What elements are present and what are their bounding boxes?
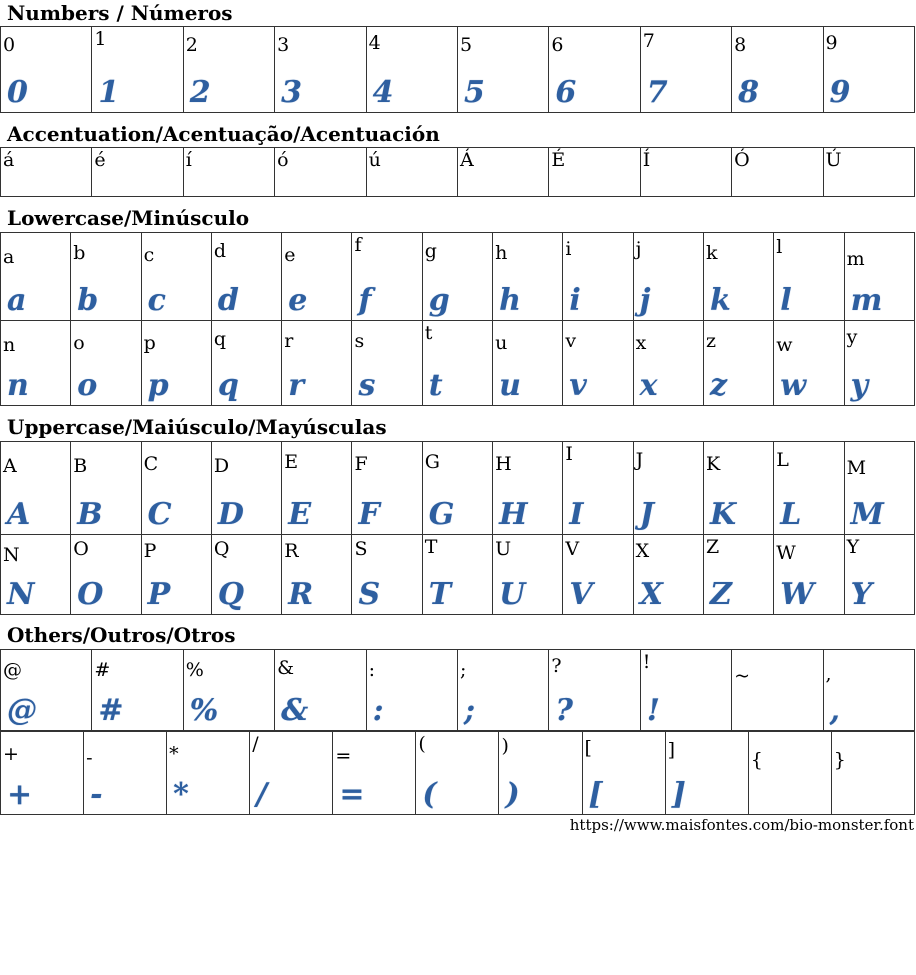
character-label: z [705, 330, 716, 352]
character-label: K [705, 453, 721, 475]
glyph-cell [823, 650, 914, 731]
glyph-sample: a [7, 283, 27, 318]
glyph-sample: 8 [738, 75, 759, 110]
character-label: ~ [734, 665, 751, 687]
glyph-cell [640, 27, 731, 113]
glyph-cell [774, 535, 844, 615]
glyph-cell [582, 732, 665, 815]
glyph-cell [774, 233, 844, 321]
glyph-sample: S [358, 577, 381, 612]
glyph-sample: 3 [281, 75, 303, 110]
lowercase-grid [0, 232, 915, 406]
glyph-sample: H [499, 497, 528, 532]
glyph-cell [333, 732, 416, 815]
character-label: ; [459, 659, 467, 681]
glyph-cell [732, 27, 823, 113]
glyph-cell [1, 442, 71, 535]
character-label: V [565, 538, 580, 560]
character-label: F [354, 453, 368, 475]
character-label: x [635, 332, 647, 354]
glyph-sample: B [77, 497, 103, 532]
character-label: P [143, 540, 157, 562]
character-label: Á [459, 149, 474, 171]
character-label: @ [3, 659, 22, 681]
glyph-sample: w [780, 368, 807, 403]
glyph-cell [549, 148, 640, 197]
glyph-cell [844, 535, 914, 615]
character-label: N [3, 544, 20, 566]
glyph-sample: N [7, 577, 35, 612]
character-label: 3 [277, 34, 290, 56]
character-label: # [94, 659, 111, 681]
glyph-sample: - [90, 777, 103, 812]
character-label: r [284, 330, 294, 352]
numbers-row [1, 27, 915, 113]
glyph-cell [665, 732, 748, 815]
glyph-cell [703, 233, 773, 321]
glyph-sample: V [569, 577, 593, 612]
glyph-sample: A [7, 497, 31, 532]
glyph-sample: k [709, 283, 731, 318]
glyph-cell [275, 650, 366, 731]
character-label: d [213, 240, 227, 262]
glyph-sample: & [281, 693, 309, 728]
glyph-sample: @ [7, 693, 37, 728]
character-label: % [185, 659, 204, 681]
character-label: G [424, 451, 440, 473]
glyph-sample: g [428, 283, 450, 318]
glyph-sample: m [850, 283, 883, 318]
glyph-sample: f [358, 283, 372, 318]
character-label: n [3, 334, 16, 356]
character-label: O [73, 538, 89, 560]
character-label: 9 [825, 32, 838, 54]
glyph-cell [457, 148, 548, 197]
glyph-cell [1, 321, 71, 406]
glyph-sample: M [850, 497, 884, 532]
glyph-cell [1, 650, 92, 731]
character-label: b [73, 242, 86, 264]
glyph-cell [71, 321, 141, 406]
section-title-accents: Accentuation/Acentuação/Acentuación [7, 122, 440, 146]
glyph-cell [141, 442, 211, 535]
glyph-sample: * [173, 777, 189, 812]
glyph-cell [71, 442, 141, 535]
glyph-cell [183, 148, 274, 197]
glyph-cell [422, 442, 492, 535]
others-row-2 [1, 732, 915, 815]
glyph-cell [1, 27, 92, 113]
glyph-sample: T [428, 577, 452, 612]
glyph-cell [748, 732, 831, 815]
glyph-cell [831, 732, 914, 815]
glyph-cell [282, 321, 352, 406]
character-label: c [143, 244, 155, 266]
glyph-cell [732, 650, 823, 731]
glyph-cell [493, 442, 563, 535]
character-label: I [565, 443, 573, 465]
glyph-sample: Y [850, 577, 872, 612]
glyph-sample: L [780, 497, 802, 532]
glyph-sample: / [256, 777, 268, 812]
glyph-sample: J [639, 497, 654, 532]
glyph-sample: [ [588, 777, 603, 812]
glyph-cell [92, 650, 183, 731]
glyph-sample: U [499, 577, 526, 612]
glyph-cell [844, 321, 914, 406]
character-label: W [776, 542, 796, 564]
character-label: Q [213, 538, 230, 560]
glyph-sample: r [288, 368, 304, 403]
others-row-1 [1, 650, 915, 731]
glyph-cell [549, 650, 640, 731]
glyph-cell [352, 233, 422, 321]
character-label: E [284, 451, 299, 473]
glyph-sample: d [217, 283, 239, 318]
character-label: { [750, 749, 763, 771]
uppercase-grid [0, 441, 915, 615]
glyph-cell [823, 27, 914, 113]
character-label: / [252, 733, 259, 755]
glyph-sample: ( [422, 777, 437, 812]
glyph-cell [1, 732, 84, 815]
glyph-sample: X [639, 577, 663, 612]
glyph-cell [422, 321, 492, 406]
glyph-cell [366, 650, 457, 731]
glyph-cell [493, 535, 563, 615]
source-url[interactable]: https://www.maisfontes.com/bio-monster.font [569, 816, 914, 834]
glyph-sample: 2 [189, 75, 211, 110]
glyph-sample: Q [217, 577, 245, 612]
character-label: [ [584, 737, 592, 759]
glyph-cell [563, 442, 633, 535]
glyph-sample: + [7, 777, 33, 812]
character-label: - [86, 747, 93, 769]
character-label: ( [418, 733, 426, 755]
character-label: í [185, 149, 192, 171]
glyph-cell [774, 321, 844, 406]
glyph-cell [183, 650, 274, 731]
glyph-cell [275, 148, 366, 197]
character-label: ó [277, 149, 289, 171]
character-label: á [3, 149, 15, 171]
glyph-cell [703, 442, 773, 535]
character-label: , [825, 663, 832, 685]
glyph-sample: K [709, 497, 737, 532]
glyph-cell [352, 321, 422, 406]
glyph-cell [633, 442, 703, 535]
glyph-cell [141, 321, 211, 406]
glyph-sample: ? [555, 693, 573, 728]
glyph-cell [352, 535, 422, 615]
character-label: M [846, 457, 867, 479]
lowercase-row-1 [1, 233, 915, 321]
character-label: U [495, 538, 512, 560]
character-label: Z [705, 536, 720, 558]
section-title-numbers: Numbers / Números [7, 1, 233, 25]
glyph-cell [211, 535, 281, 615]
glyph-sample: Z [709, 577, 732, 612]
character-label: Ú [825, 149, 842, 171]
glyph-cell [92, 27, 183, 113]
character-label: S [354, 538, 368, 560]
character-label: 6 [551, 34, 564, 56]
glyph-sample: h [499, 283, 521, 318]
character-label: l [776, 236, 783, 258]
glyph-cell [640, 650, 731, 731]
uppercase-row-1 [1, 442, 915, 535]
glyph-sample: E [288, 497, 312, 532]
character-label: A [3, 455, 17, 477]
character-label: : [368, 659, 375, 681]
glyph-cell [493, 233, 563, 321]
character-label: ? [551, 655, 562, 677]
glyph-sample: e [288, 283, 308, 318]
glyph-sample: j [639, 283, 651, 318]
section-title-others: Others/Outros/Otros [7, 623, 236, 647]
glyph-cell [141, 535, 211, 615]
glyph-sample: s [358, 368, 376, 403]
character-label: 1 [94, 28, 107, 50]
glyph-cell [844, 233, 914, 321]
character-label: R [284, 540, 299, 562]
glyph-sample: ] [671, 777, 686, 812]
glyph-cell [499, 732, 582, 815]
glyph-sample: 9 [829, 75, 851, 110]
glyph-cell [282, 233, 352, 321]
glyph-cell [352, 442, 422, 535]
glyph-sample: % [189, 693, 219, 728]
glyph-cell [84, 732, 167, 815]
glyph-cell [640, 148, 731, 197]
glyph-cell [703, 535, 773, 615]
glyph-cell [844, 442, 914, 535]
glyph-cell [167, 732, 250, 815]
glyph-cell [422, 535, 492, 615]
glyph-sample: # [98, 693, 124, 728]
accents-grid [0, 147, 915, 197]
character-label: j [635, 238, 642, 260]
glyph-sample: O [77, 577, 104, 612]
section-title-lowercase: Lowercase/Minúsculo [7, 206, 250, 230]
glyph-sample: u [499, 368, 521, 403]
character-label: Ó [734, 149, 750, 171]
character-label: X [635, 540, 650, 562]
character-label: e [284, 244, 296, 266]
character-label: B [73, 455, 88, 477]
glyph-cell [703, 321, 773, 406]
glyph-sample: F [358, 497, 380, 532]
character-label: * [169, 743, 179, 765]
glyph-sample: y [850, 368, 868, 403]
glyph-cell [633, 233, 703, 321]
character-label: J [635, 449, 644, 471]
character-label: ! [642, 651, 651, 673]
glyph-sample: v [569, 368, 587, 403]
character-label: 4 [368, 32, 381, 54]
glyph-cell [549, 27, 640, 113]
glyph-sample: 1 [98, 75, 120, 110]
glyph-sample: z [709, 368, 728, 403]
glyph-cell [275, 27, 366, 113]
glyph-cell [71, 535, 141, 615]
character-label: q [213, 328, 227, 350]
glyph-sample: ! [646, 693, 660, 728]
character-label: ú [368, 149, 381, 171]
character-label: p [143, 332, 156, 354]
glyph-cell [823, 148, 914, 197]
others-grid-1 [0, 649, 915, 731]
glyph-cell [92, 148, 183, 197]
glyph-sample: C [147, 497, 172, 532]
glyph-cell [366, 148, 457, 197]
character-label: 2 [185, 34, 198, 56]
character-label: é [94, 149, 106, 171]
character-label: C [143, 453, 159, 475]
character-label: o [73, 332, 85, 354]
glyph-sample: W [780, 577, 814, 612]
glyph-cell [141, 233, 211, 321]
character-label: i [565, 238, 572, 260]
glyph-cell [633, 535, 703, 615]
lowercase-row-2 [1, 321, 915, 406]
character-label: } [833, 749, 846, 771]
character-label: t [424, 322, 433, 344]
character-label: Y [846, 536, 860, 558]
glyph-sample: 6 [555, 75, 577, 110]
others-grid-2 [0, 731, 915, 815]
glyph-sample: : [372, 693, 384, 728]
character-label: a [3, 246, 15, 268]
character-label: + [3, 743, 19, 765]
glyph-sample: i [569, 283, 581, 318]
glyph-cell [366, 27, 457, 113]
glyph-sample: c [147, 283, 166, 318]
glyph-cell [282, 535, 352, 615]
glyph-sample: ; [463, 693, 476, 728]
uppercase-row-2 [1, 535, 915, 615]
character-label: 8 [734, 34, 747, 56]
glyph-sample: l [780, 283, 792, 318]
character-label: H [495, 453, 512, 475]
glyph-cell [457, 27, 548, 113]
glyph-cell [416, 732, 499, 815]
glyph-cell [211, 442, 281, 535]
glyph-sample: P [147, 577, 171, 612]
glyph-sample: D [217, 497, 244, 532]
glyph-sample: p [147, 368, 169, 403]
glyph-sample: ) [505, 777, 520, 812]
character-label: g [424, 240, 437, 262]
character-label: 5 [459, 34, 473, 56]
accents-row [1, 148, 915, 197]
character-label: 7 [642, 30, 655, 52]
character-label: m [846, 248, 865, 270]
character-label: Í [642, 149, 651, 171]
glyph-cell [1, 233, 71, 321]
glyph-cell [563, 233, 633, 321]
character-label: D [213, 455, 230, 477]
glyph-sample: = [339, 777, 365, 812]
glyph-cell [250, 732, 333, 815]
character-label: 0 [3, 34, 16, 56]
glyph-cell [211, 233, 281, 321]
section-title-uppercase: Uppercase/Maiúsculo/Mayúsculas [7, 415, 387, 439]
glyph-cell [563, 321, 633, 406]
character-label: w [776, 334, 793, 356]
glyph-cell [282, 442, 352, 535]
glyph-cell [1, 148, 92, 197]
glyph-sample: b [77, 283, 99, 318]
glyph-sample: G [428, 497, 455, 532]
glyph-cell [633, 321, 703, 406]
character-label: = [335, 745, 352, 767]
character-label: s [354, 330, 365, 352]
glyph-sample: I [569, 497, 584, 532]
glyph-sample: n [7, 368, 29, 403]
character-label: v [565, 330, 577, 352]
glyph-cell [1, 535, 71, 615]
glyph-cell [774, 442, 844, 535]
character-label: u [495, 332, 508, 354]
glyph-sample: o [77, 368, 98, 403]
character-label: h [495, 242, 508, 264]
character-label: ] [667, 739, 676, 761]
glyph-sample: R [288, 577, 314, 612]
character-label: k [705, 242, 718, 264]
glyph-cell [732, 148, 823, 197]
character-label: L [776, 449, 789, 471]
glyph-sample: x [639, 368, 658, 403]
glyph-sample: 7 [646, 75, 668, 110]
glyph-sample: 4 [372, 75, 394, 110]
glyph-cell [183, 27, 274, 113]
character-label: y [846, 326, 858, 348]
numbers-grid [0, 26, 915, 113]
glyph-cell [71, 233, 141, 321]
glyph-sample: 0 [7, 75, 28, 110]
character-label: É [551, 149, 566, 171]
character-label: ) [501, 735, 509, 757]
glyph-cell [457, 650, 548, 731]
glyph-cell [422, 233, 492, 321]
glyph-sample: q [217, 368, 239, 403]
character-label: & [277, 657, 295, 679]
glyph-sample: , [829, 693, 840, 728]
character-label: T [424, 536, 438, 558]
glyph-cell [563, 535, 633, 615]
glyph-cell [211, 321, 281, 406]
glyph-sample: 5 [463, 75, 485, 110]
character-label: f [354, 234, 362, 256]
glyph-sample: t [428, 368, 443, 403]
glyph-cell [493, 321, 563, 406]
